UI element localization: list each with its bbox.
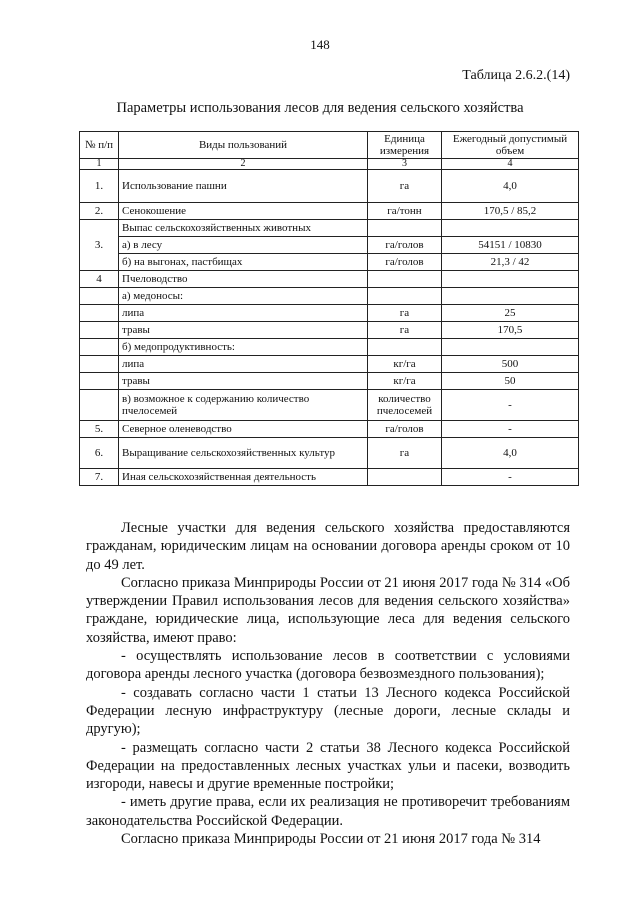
row-volume: - bbox=[442, 390, 579, 421]
table-row bbox=[80, 254, 579, 271]
forest-use-parameters-table bbox=[79, 131, 579, 486]
row-num: 3. bbox=[80, 220, 119, 271]
row-unit bbox=[368, 288, 442, 305]
row-type: травы bbox=[119, 322, 368, 339]
paragraph-lease-term: Лесные участки для ведения сельского хозяйства предоставляются гражданам, юридическим лицам на основании договора аренды сроком от 10 до 49 лет. bbox=[86, 520, 570, 573]
list-item-hives: - размещать согласно части 2 статьи 38 Лесного кодекса Российской Федерации на предоставленных лесных участках ульи и пасеки, возводить изгороди, навесы и другие временные постройки; bbox=[86, 739, 570, 793]
list-item-other-rights: - иметь другие права, если их реализация не противоречит требованиям законодательства Российской Федерации. bbox=[86, 794, 570, 829]
row-volume: 500 bbox=[442, 356, 579, 373]
table-row bbox=[80, 421, 579, 438]
table-row bbox=[80, 438, 579, 469]
row-volume: 170,5 / 85,2 bbox=[442, 203, 579, 220]
row-unit: га/голов bbox=[368, 237, 442, 254]
row-num: 4 bbox=[80, 271, 119, 288]
header-type: Виды пользований bbox=[119, 132, 368, 159]
table-row bbox=[80, 305, 579, 322]
row-type: Пчеловодство bbox=[119, 271, 368, 288]
table-title: Параметры использования лесов для ведения сельского хозяйства bbox=[116, 100, 524, 116]
row-volume bbox=[442, 339, 579, 356]
column-index: 1 bbox=[80, 159, 119, 170]
table-row bbox=[80, 469, 579, 486]
row-type: Сенокошение bbox=[119, 203, 368, 220]
row-num bbox=[80, 322, 119, 339]
row-volume: 4,0 bbox=[442, 438, 579, 469]
row-num bbox=[80, 305, 119, 322]
table-label: Таблица 2.6.2.(14) bbox=[462, 68, 570, 83]
table-row bbox=[80, 170, 579, 203]
header-unit: Единица измерения bbox=[368, 132, 442, 159]
table-row bbox=[80, 220, 579, 237]
row-unit: га/голов bbox=[368, 254, 442, 271]
table-header-row bbox=[80, 132, 579, 159]
row-type: б) медопродуктивность: bbox=[119, 339, 368, 356]
table-row bbox=[80, 339, 579, 356]
row-unit: кг/га bbox=[368, 373, 442, 390]
row-type: б) на выгонах, пастбищах bbox=[119, 254, 368, 271]
row-num: 2. bbox=[80, 203, 119, 220]
row-volume: - bbox=[442, 421, 579, 438]
table-row bbox=[80, 237, 579, 254]
row-volume: 170,5 bbox=[442, 322, 579, 339]
row-unit: га bbox=[368, 305, 442, 322]
row-unit: га bbox=[368, 170, 442, 203]
body-text bbox=[86, 519, 570, 848]
row-type: в) возможное к содержанию количество пчелосемей bbox=[119, 390, 368, 421]
row-type: липа bbox=[119, 356, 368, 373]
row-volume bbox=[442, 271, 579, 288]
row-num bbox=[80, 373, 119, 390]
row-volume: 4,0 bbox=[442, 170, 579, 203]
table-row bbox=[80, 356, 579, 373]
table-row bbox=[80, 271, 579, 288]
row-unit: га/тонн bbox=[368, 203, 442, 220]
row-num bbox=[80, 390, 119, 421]
column-index: 3 bbox=[368, 159, 442, 170]
row-num bbox=[80, 339, 119, 356]
column-index: 4 bbox=[442, 159, 579, 170]
row-unit bbox=[368, 220, 442, 237]
row-volume: 25 bbox=[442, 305, 579, 322]
row-type: Использование пашни bbox=[119, 170, 368, 203]
row-unit: га bbox=[368, 438, 442, 469]
row-num: 1. bbox=[80, 170, 119, 203]
row-volume: 50 bbox=[442, 373, 579, 390]
row-type: а) медоносы: bbox=[119, 288, 368, 305]
header-num: № п/п bbox=[80, 132, 119, 159]
row-volume: - bbox=[442, 469, 579, 486]
page-number: 148 bbox=[310, 37, 330, 52]
row-volume bbox=[442, 220, 579, 237]
row-type: Иная сельскохозяйственная деятельность bbox=[119, 469, 368, 486]
row-unit bbox=[368, 469, 442, 486]
row-unit: га bbox=[368, 322, 442, 339]
row-num bbox=[80, 288, 119, 305]
row-num bbox=[80, 356, 119, 373]
row-volume: 21,3 / 42 bbox=[442, 254, 579, 271]
row-num: 6. bbox=[80, 438, 119, 469]
row-unit: кг/га bbox=[368, 356, 442, 373]
table-row bbox=[80, 288, 579, 305]
table-row bbox=[80, 203, 579, 220]
row-type: Выращивание сельскохозяйственных культур bbox=[119, 438, 368, 469]
list-item-infrastructure: - создавать согласно части 1 статьи 13 Лесного кодекса Российской Федерации лесную инфраструктуру (лесные дороги, лесные склады и другую); bbox=[86, 684, 570, 738]
paragraph-order-continued: Согласно приказа Минприроды России от 21 июня 2017 года № 314 bbox=[121, 831, 541, 848]
column-index: 2 bbox=[119, 159, 368, 170]
table-row bbox=[80, 390, 579, 421]
table-row bbox=[80, 373, 579, 390]
row-type: Северное оленеводство bbox=[119, 421, 368, 438]
row-type: травы bbox=[119, 373, 368, 390]
table-row bbox=[80, 322, 579, 339]
row-unit: количество пчелосемей bbox=[368, 390, 442, 421]
row-unit bbox=[368, 271, 442, 288]
row-unit: га/голов bbox=[368, 421, 442, 438]
row-num: 5. bbox=[80, 421, 119, 438]
paragraph-order-rights: Согласно приказа Минприроды России от 21 июня 2017 года № 314 «Об утверждении Правил использования лесов для ведения сельского хозяйства» граждане, юридические лица, использующие леса для ведения сельского хозяйства, имеют право: bbox=[86, 574, 570, 646]
row-volume: 54151 / 10830 bbox=[442, 237, 579, 254]
row-num: 7. bbox=[80, 469, 119, 486]
column-index-row bbox=[80, 159, 579, 170]
header-volume: Ежегодный допустимый объем bbox=[442, 132, 579, 159]
list-item-use-forests: - осуществлять использование лесов в соответствии с условиями договора аренды лесного участка (договора безвозмездного пользования); bbox=[86, 648, 570, 683]
row-type: а) в лесу bbox=[119, 237, 368, 254]
row-volume bbox=[442, 288, 579, 305]
row-unit bbox=[368, 339, 442, 356]
row-type: Выпас сельскохозяйственных животных bbox=[119, 220, 368, 237]
row-type: липа bbox=[119, 305, 368, 322]
